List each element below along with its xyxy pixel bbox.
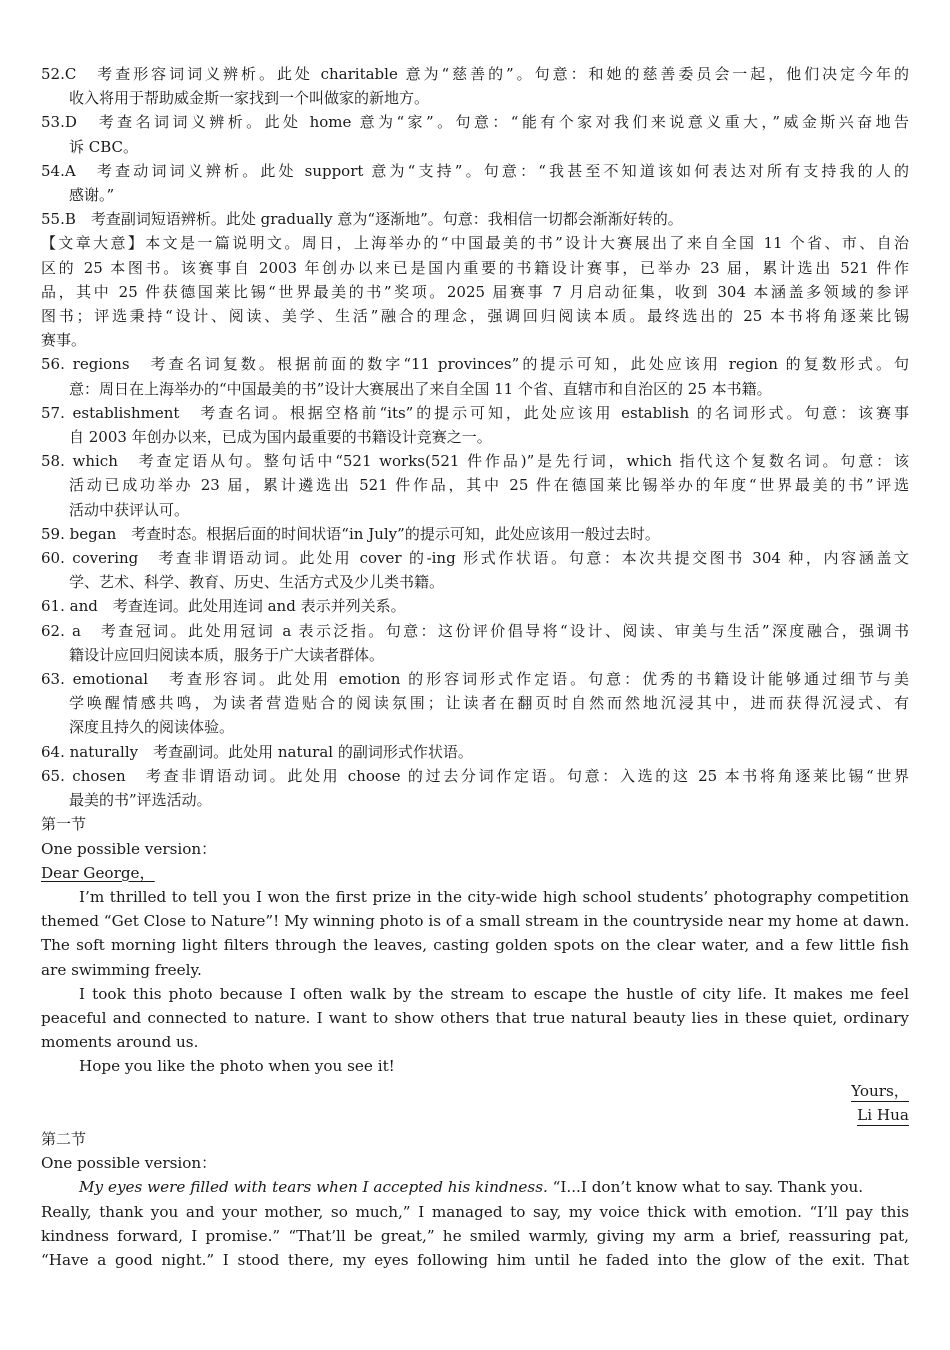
story-line <box>41 1175 909 1199</box>
story-line: “Have a good night.” I stood there, my eyes following him until he faded into the glow of the exit. That <box>41 1250 909 1269</box>
letter-line: I took this photo because I often walk by the stream to escape the hustle of city life. It makes me feel <box>79 984 909 1003</box>
answer-line: 深度且持久的阅读体验。 <box>69 718 235 737</box>
answer-page <box>41 62 909 1272</box>
answer-item <box>41 62 909 110</box>
answer-line: 65. chosen 考查非谓语动词。此处用 choose 的过去分词作定语。句意：入选的这 25 本书将角逐莱比锡“世界 <box>41 766 909 785</box>
salutation: Dear George， <box>41 863 155 882</box>
answer-line: 意：周日在上海举办的“中国最美的书”设计大赛展出了来自全国 11 个省、直辖市和自治区的 25 本书籍。 <box>69 379 772 398</box>
answer-line: 籍设计应回归阅读本质，服务于广大读者群体。 <box>69 645 385 664</box>
section-heading: 第一节 <box>41 815 87 834</box>
version-label: One possible version： <box>41 1154 217 1173</box>
answer-item <box>41 764 909 812</box>
answer-line: 58. which 考查定语从句。整句话中“521 works(521 件作品)”是先行词，which 指代这个复数名词。句意：该 <box>41 452 909 471</box>
answer-item <box>41 740 909 764</box>
answer-line: 59. began 考查时态。根据后面的时间状语“in July”的提示可知，此处应该用一般过去时。 <box>41 524 660 543</box>
answer-line: 感谢。” <box>69 186 115 205</box>
answer-item <box>41 619 909 667</box>
section-2 <box>41 1127 909 1272</box>
story-line: kindness forward, I promise.” “That’ll be great,” he smiled warmly, giving my arm a brief, reassuring pat, <box>41 1226 909 1245</box>
summary-line: 【文章大意】本文是一篇说明文。周日，上海举办的“中国最美的书”设计大赛展出了来自全国 11 个省、市、自治 <box>41 234 909 253</box>
letter-line: moments around us. <box>41 1033 199 1052</box>
letter-paragraph <box>41 885 909 982</box>
section-1 <box>41 812 909 1127</box>
article-summary <box>41 231 909 352</box>
section-heading: 第二节 <box>41 1129 87 1148</box>
answer-line: 64. naturally 考查副词。此处用 natural 的副词形式作状语。 <box>41 742 473 761</box>
summary-line: 区的 25 本图书。该赛事自 2003 年创办以来已是国内重要的书籍设计赛事，已举办 23 届，累计选出 521 件作 <box>41 258 909 277</box>
answer-line: 诉 CBC。 <box>69 137 139 156</box>
answer-item <box>41 207 909 231</box>
answer-line: 56. regions 考查名词复数。根据前面的数字“11 provinces”的提示可知，此处应该用 region 的复数形式。句 <box>41 355 909 374</box>
answer-line: 最美的书”评选活动。 <box>69 791 212 810</box>
answer-line: 学唤醒情感共鸣，为读者营造贴合的阅读氛围；让读者在翻页时自然而然地沉浸其中，进而获得沉浸式、有 <box>69 694 909 713</box>
answers-part2 <box>41 352 909 812</box>
story-line: Really, thank you and your mother, so much,” I managed to say, my voice thick with emotion. “I’ll pay this <box>41 1202 909 1221</box>
answer-item <box>41 594 909 618</box>
answer-line: 63. emotional 考查形容词。此处用 emotion 的形容词形式作定语。句意：优秀的书籍设计能够通过细节与美 <box>41 670 909 689</box>
answer-line: 54.A 考查动词词义辨析。此处 support 意为“支持”。句意：“我甚至不知道该如何表达对所有支持我的人的 <box>41 161 909 180</box>
letter-line: themed “Get Close to Nature”! My winning photo is of a small stream in the countryside near my home at dawn. <box>41 912 909 931</box>
answer-item <box>41 449 909 522</box>
letter-line: peaceful and connected to nature. I want to show others that true natural beauty lies in these quiet, ordinary <box>41 1008 909 1027</box>
answer-line: 57. establishment 考查名词。根据空格前“its”的提示可知，此处应该用 establish 的名词形式。句意：该赛事 <box>41 403 909 422</box>
letter-line: are swimming freely. <box>41 960 202 979</box>
answer-item <box>41 110 909 158</box>
story-text: “I...I don’t know what to say. Thank you. <box>547 1178 864 1197</box>
letter-line: I’m thrilled to tell you I won the first prize in the city-wide high school students’ photography competition <box>79 887 909 906</box>
summary-line: 品，其中 25 件获德国莱比锡“世界最美的书”奖项。2025 届赛事 7 月启动征集，收到 304 本涵盖多领域的参评 <box>41 282 909 301</box>
answer-line: 53.D 考查名词词义辨析。此处 home 意为“家”。句意：“能有个家对我们来说意义重大，”威金斯兴奋地告 <box>41 113 909 132</box>
answer-line: 学、艺术、科学、教育、历史、生活方式及少儿类书籍。 <box>69 573 445 592</box>
answer-line: 自 2003 年创办以来，已成为国内最重要的书籍设计竞赛之一。 <box>69 428 492 447</box>
letter-closing: Yours， <box>851 1081 909 1100</box>
answer-line: 62. a 考查冠词。此处用冠词 a 表示泛指。句意：这份评价倡导将“设计、阅读、审美与生活”深度融合，强调书 <box>41 621 909 640</box>
version-label: One possible version： <box>41 839 217 858</box>
answer-item <box>41 667 909 740</box>
summary-line: 赛事。 <box>41 331 87 350</box>
answers-part1 <box>41 62 909 231</box>
answer-line: 60. covering 考查非谓语动词。此处用 cover 的-ing 形式作状语。句意：本次共提交图书 304 种，内容涵盖文 <box>41 549 909 568</box>
answer-line: 活动中获评认可。 <box>69 500 190 519</box>
summary-line: 图书；评选秉持“设计、阅读、美学、生活”融合的理念，强调回归阅读本质。最终选出的 25 本书将角逐莱比锡 <box>41 307 909 326</box>
letter-paragraph <box>41 982 909 1055</box>
answer-item <box>41 522 909 546</box>
answer-line: 收入将用于帮助威金斯一家找到一个叫做家的新地方。 <box>69 89 430 108</box>
answer-item <box>41 401 909 449</box>
letter-paragraph <box>41 1054 909 1078</box>
answer-item <box>41 159 909 207</box>
answer-item <box>41 546 909 594</box>
letter-signature: Li Hua <box>857 1105 909 1124</box>
answer-line: 52.C 考查形容词词义辨析。此处 charitable 意为“慈善的”。句意：和她的慈善委员会一起，他们决定今年的 <box>41 65 909 83</box>
answer-item <box>41 352 909 400</box>
answer-line: 61. and 考查连词。此处用连词 and 表示并列关系。 <box>41 597 406 616</box>
answer-line: 活动已成功举办 23 届，累计遴选出 521 件作品，其中 25 件在德国莱比锡举办的年度“世界最美的书”评选 <box>69 476 909 495</box>
answer-line: 55.B 考查副词短语辨析。此处 gradually 意为“逐渐地”。句意：我相信一切都会渐渐好转的。 <box>41 210 683 229</box>
letter-line: Hope you like the photo when you see it! <box>79 1057 395 1076</box>
story-opening-sentence: My eyes were filled with tears when I accepted his kindness. <box>79 1178 548 1197</box>
letter-line: The soft morning light filters through the leaves, casting golden spots on the clear water, and a few little fish <box>41 936 909 955</box>
